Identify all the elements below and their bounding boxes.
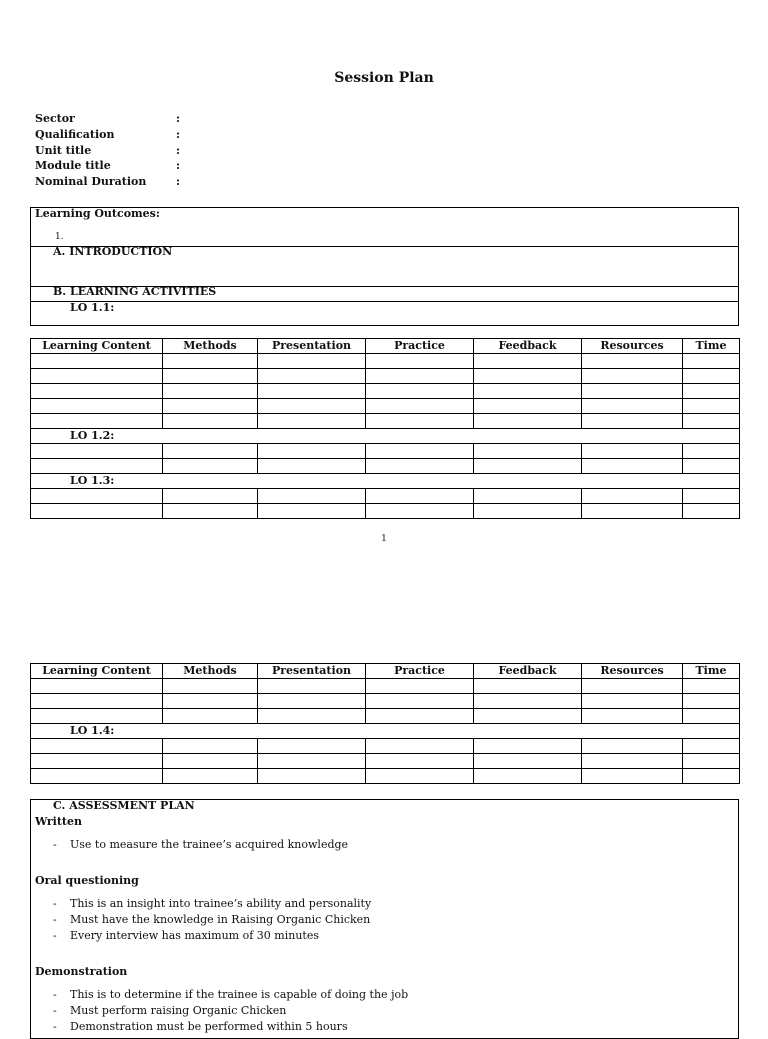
cell bbox=[31, 369, 163, 384]
header-presentation: Presentation bbox=[258, 664, 366, 679]
cell bbox=[366, 739, 474, 754]
list-item-text: Must have the knowledge in Raising Organic Chicken bbox=[70, 913, 371, 926]
list-item bbox=[53, 1003, 408, 1019]
cell bbox=[366, 694, 474, 709]
outcome-item-1: 1. bbox=[55, 232, 64, 242]
list-item bbox=[53, 896, 371, 912]
cell bbox=[683, 739, 740, 754]
cell bbox=[683, 489, 740, 504]
cell bbox=[582, 444, 683, 459]
header-practice: Practice bbox=[366, 339, 474, 354]
cell bbox=[258, 354, 366, 369]
table-header-row bbox=[31, 664, 740, 679]
cell bbox=[163, 384, 258, 399]
cell bbox=[31, 384, 163, 399]
cell bbox=[474, 444, 582, 459]
cell bbox=[163, 444, 258, 459]
cell bbox=[366, 399, 474, 414]
bullet-dash: - bbox=[53, 929, 57, 942]
header-presentation: Presentation bbox=[258, 339, 366, 354]
header-time: Time bbox=[683, 664, 740, 679]
meta-label: Qualification bbox=[35, 127, 115, 141]
cell bbox=[163, 399, 258, 414]
meta-colon: : bbox=[176, 159, 181, 173]
meta-label: Sector bbox=[35, 112, 75, 125]
session-meta bbox=[35, 111, 180, 190]
cell bbox=[683, 399, 740, 414]
lo-row bbox=[31, 724, 740, 739]
table-row bbox=[31, 504, 740, 519]
cell bbox=[683, 354, 740, 369]
list-item-text: This is to determine if the trainee is capable of doing the job bbox=[70, 988, 409, 1001]
written-list bbox=[53, 837, 348, 853]
cell bbox=[683, 414, 740, 429]
cell bbox=[163, 739, 258, 754]
cell bbox=[366, 414, 474, 429]
cell bbox=[683, 444, 740, 459]
cell bbox=[366, 444, 474, 459]
cell bbox=[683, 459, 740, 474]
cell bbox=[683, 769, 740, 784]
table-row bbox=[31, 769, 740, 784]
divider bbox=[31, 301, 738, 302]
cell bbox=[683, 694, 740, 709]
cell bbox=[366, 754, 474, 769]
header-learning-content: Learning Content bbox=[31, 664, 163, 679]
cell bbox=[258, 694, 366, 709]
cell bbox=[258, 414, 366, 429]
cell bbox=[474, 504, 582, 519]
header-feedback: Feedback bbox=[474, 664, 582, 679]
bullet-dash: - bbox=[53, 1004, 57, 1017]
meta-row-qualification bbox=[35, 127, 180, 143]
list-item-text: Must perform raising Organic Chicken bbox=[70, 1004, 287, 1017]
cell bbox=[474, 399, 582, 414]
header-learning-content: Learning Content bbox=[31, 339, 163, 354]
list-item bbox=[53, 1019, 408, 1035]
cell bbox=[474, 754, 582, 769]
cell bbox=[474, 414, 582, 429]
cell bbox=[366, 489, 474, 504]
lo-1-2-label: LO 1.2: bbox=[31, 429, 740, 444]
table-row bbox=[31, 444, 740, 459]
cell bbox=[258, 384, 366, 399]
meta-label: Module title bbox=[35, 159, 111, 173]
page-number: 1 bbox=[381, 534, 387, 544]
cell bbox=[163, 709, 258, 724]
cell bbox=[31, 754, 163, 769]
meta-colon: : bbox=[176, 112, 181, 125]
cell bbox=[258, 459, 366, 474]
lo-1-1-label: LO 1.1: bbox=[70, 301, 115, 314]
bullet-dash: - bbox=[53, 838, 57, 851]
table-row bbox=[31, 489, 740, 504]
cell bbox=[474, 679, 582, 694]
cell bbox=[582, 459, 683, 474]
cell bbox=[366, 459, 474, 474]
lo-1-3-label: LO 1.3: bbox=[31, 474, 740, 489]
header-feedback: Feedback bbox=[474, 339, 582, 354]
cell bbox=[582, 709, 683, 724]
bullet-dash: - bbox=[53, 988, 57, 1001]
cell bbox=[31, 504, 163, 519]
cell bbox=[474, 739, 582, 754]
cell bbox=[582, 679, 683, 694]
cell bbox=[163, 414, 258, 429]
cell bbox=[582, 739, 683, 754]
cell bbox=[31, 709, 163, 724]
cell bbox=[258, 679, 366, 694]
written-heading: Written bbox=[35, 815, 82, 828]
section-a-heading: A. INTRODUCTION bbox=[53, 245, 173, 258]
cell bbox=[582, 369, 683, 384]
cell bbox=[366, 384, 474, 399]
cell bbox=[582, 694, 683, 709]
cell bbox=[366, 504, 474, 519]
cell bbox=[683, 369, 740, 384]
cell bbox=[582, 754, 683, 769]
oral-questioning-heading: Oral questioning bbox=[35, 874, 139, 887]
learning-outcomes-box bbox=[30, 207, 739, 326]
table-row bbox=[31, 459, 740, 474]
header-methods: Methods bbox=[163, 339, 258, 354]
cell bbox=[474, 769, 582, 784]
cell bbox=[163, 504, 258, 519]
cell bbox=[163, 489, 258, 504]
cell bbox=[31, 694, 163, 709]
learning-activities-table-1 bbox=[30, 338, 740, 519]
table-row bbox=[31, 709, 740, 724]
section-b-heading: B. LEARNING ACTIVITIES bbox=[53, 285, 217, 298]
cell bbox=[163, 679, 258, 694]
cell bbox=[31, 399, 163, 414]
cell bbox=[258, 739, 366, 754]
cell bbox=[366, 369, 474, 384]
cell bbox=[258, 709, 366, 724]
cell bbox=[258, 769, 366, 784]
lo-row bbox=[31, 429, 740, 444]
list-item-text: Use to measure the trainee’s acquired knowledge bbox=[70, 838, 349, 851]
list-item bbox=[53, 987, 408, 1003]
page-title: Session Plan bbox=[334, 70, 434, 86]
bullet-dash: - bbox=[53, 1020, 57, 1033]
cell bbox=[582, 399, 683, 414]
meta-colon: : bbox=[176, 127, 181, 141]
table-row bbox=[31, 754, 740, 769]
cell bbox=[258, 754, 366, 769]
learning-activities-table-2 bbox=[30, 663, 740, 784]
oral-questioning-list bbox=[53, 896, 371, 944]
cell bbox=[163, 459, 258, 474]
cell bbox=[474, 384, 582, 399]
table-header-row bbox=[31, 339, 740, 354]
cell bbox=[683, 679, 740, 694]
demonstration-heading: Demonstration bbox=[35, 965, 128, 978]
meta-row-unit-title bbox=[35, 143, 180, 159]
header-methods: Methods bbox=[163, 664, 258, 679]
bullet-dash: - bbox=[53, 913, 57, 926]
cell bbox=[474, 459, 582, 474]
cell bbox=[366, 709, 474, 724]
meta-row-module-title bbox=[35, 158, 180, 174]
table-row bbox=[31, 694, 740, 709]
cell bbox=[582, 769, 683, 784]
cell bbox=[31, 459, 163, 474]
cell bbox=[31, 414, 163, 429]
cell bbox=[683, 709, 740, 724]
header-practice: Practice bbox=[366, 664, 474, 679]
list-item bbox=[53, 912, 371, 928]
cell bbox=[683, 504, 740, 519]
table-row bbox=[31, 679, 740, 694]
lo-1-4-label: LO 1.4: bbox=[31, 724, 740, 739]
cell bbox=[31, 354, 163, 369]
cell bbox=[582, 489, 683, 504]
assessment-plan-box bbox=[30, 799, 739, 1039]
section-c-heading: C. ASSESSMENT PLAN bbox=[53, 799, 195, 812]
list-item-text: Demonstration must be performed within 5 hours bbox=[70, 1020, 348, 1033]
cell bbox=[31, 444, 163, 459]
cell bbox=[582, 354, 683, 369]
cell bbox=[366, 769, 474, 784]
cell bbox=[474, 709, 582, 724]
cell bbox=[366, 679, 474, 694]
demonstration-list bbox=[53, 987, 408, 1035]
cell bbox=[163, 354, 258, 369]
list-item bbox=[53, 928, 371, 944]
lo-row bbox=[31, 474, 740, 489]
cell bbox=[474, 369, 582, 384]
bullet-dash: - bbox=[53, 897, 57, 910]
table-row bbox=[31, 739, 740, 754]
cell bbox=[582, 384, 683, 399]
cell bbox=[163, 754, 258, 769]
cell bbox=[31, 679, 163, 694]
header-resources: Resources bbox=[582, 339, 683, 354]
table-row bbox=[31, 369, 740, 384]
table-row bbox=[31, 399, 740, 414]
meta-row-sector bbox=[35, 111, 180, 127]
cell bbox=[683, 754, 740, 769]
meta-label: Nominal Duration bbox=[35, 175, 147, 189]
cell bbox=[683, 384, 740, 399]
cell bbox=[582, 414, 683, 429]
meta-colon: : bbox=[176, 143, 181, 157]
cell bbox=[258, 399, 366, 414]
meta-row-nominal-duration bbox=[35, 174, 180, 190]
cell bbox=[163, 694, 258, 709]
cell bbox=[163, 369, 258, 384]
cell bbox=[163, 769, 258, 784]
list-item bbox=[53, 837, 348, 853]
cell bbox=[258, 444, 366, 459]
cell bbox=[582, 504, 683, 519]
cell bbox=[258, 489, 366, 504]
cell bbox=[366, 354, 474, 369]
meta-colon: : bbox=[176, 175, 181, 189]
list-item-text: This is an insight into trainee’s ability and personality bbox=[70, 897, 372, 910]
cell bbox=[474, 489, 582, 504]
cell bbox=[258, 369, 366, 384]
cell bbox=[474, 354, 582, 369]
learning-outcomes-heading: Learning Outcomes: bbox=[35, 207, 160, 220]
cell bbox=[258, 504, 366, 519]
meta-label: Unit title bbox=[35, 143, 92, 157]
table-row bbox=[31, 414, 740, 429]
header-resources: Resources bbox=[582, 664, 683, 679]
cell bbox=[474, 694, 582, 709]
cell bbox=[31, 489, 163, 504]
list-item-text: Every interview has maximum of 30 minutes bbox=[70, 929, 319, 942]
table-row bbox=[31, 354, 740, 369]
header-time: Time bbox=[683, 339, 740, 354]
cell bbox=[31, 739, 163, 754]
table-row bbox=[31, 384, 740, 399]
cell bbox=[31, 769, 163, 784]
